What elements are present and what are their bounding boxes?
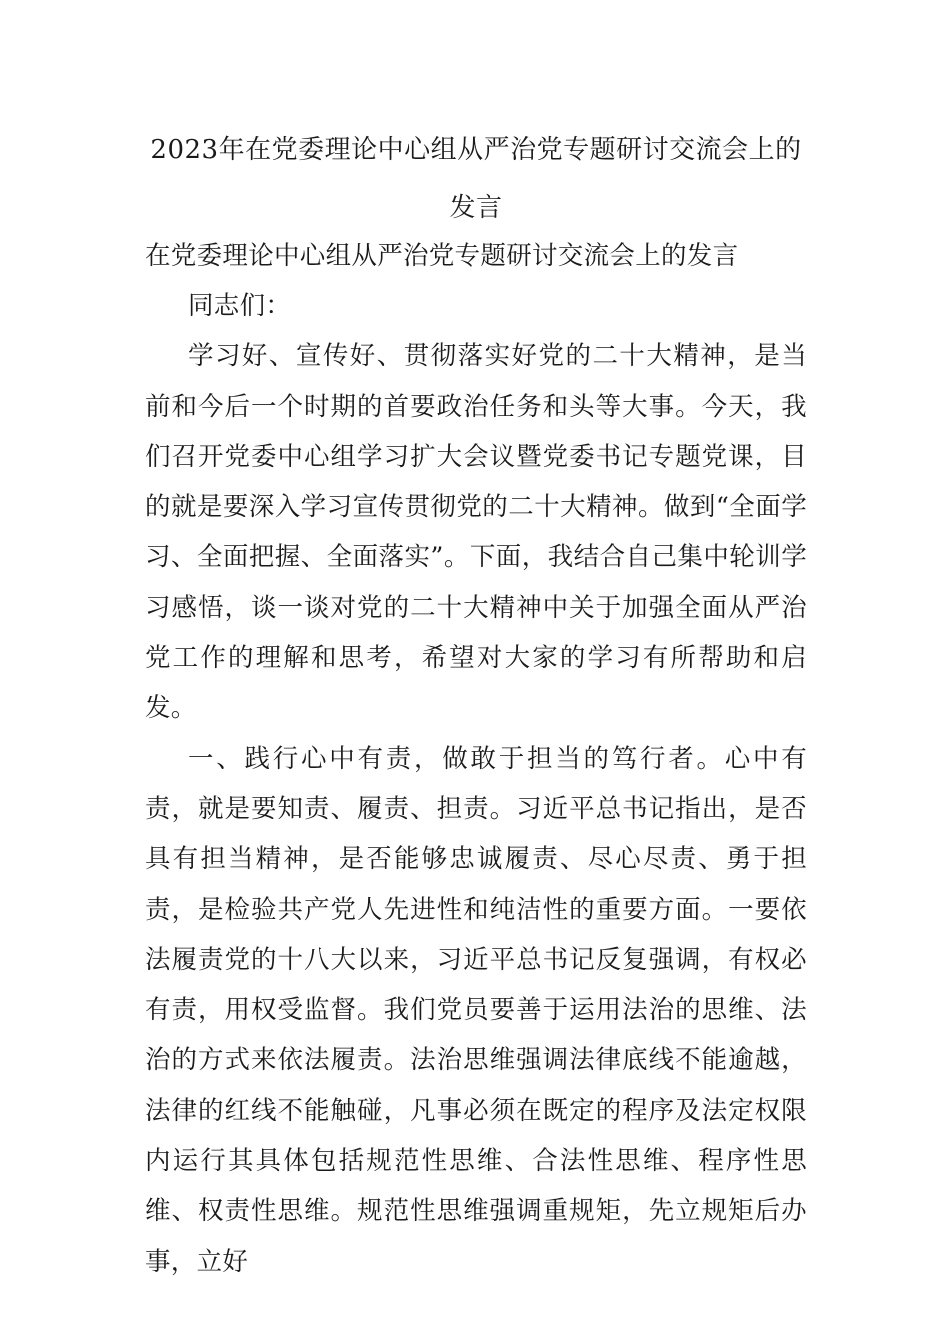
salutation: 同志们： [188, 291, 292, 321]
document-page [145, 0, 807, 1287]
document-subtitle: 在党委理论中心组从严治党专题研讨交流会上的发言 [145, 241, 739, 271]
document-title: 2023年在党委理论中心组从严治党专题研讨交流会上的发言 [150, 135, 802, 223]
paragraph-section-one: 一、践行心中有责，做敢于担当的笃行者。心中有责，就是要知责、履责、担责。习近平总书记指出，是否具有担当精神，是否能够忠诚履责、尽心尽责、勇于担责，是检验共产党人先进性和纯洁性的重要方面。一要依法履责党的十八大以来，习近平总书记反复强调，有权必有责，用权受监督。我们党员要善于运用法治的思维、法治的方式来依法履责。法治思维强调法律底线不能逾越，法律的红线不能触碰，凡事必须在既定的程序及法定权限内运行其具体包括规范性思维、合法性思维、程序性思维、权责性思维。规范性思维强调重规矩，先立规矩后办事，立好 [145, 743, 807, 1277]
paragraph-intro: 学习好、宣传好、贯彻落实好党的二十大精神，是当前和今后一个时期的首要政治任务和头等大事。今天，我们召开党委中心组学习扩大会议暨党委书记专题党课，目的就是要深入学习宣传贯彻党的二十大精神。做到“全面学习、全面把握、全面落实”。下面，我结合自己集中轮训学习感悟，谈一谈对党的二十大精神中关于加强全面从严治党工作的理解和思考，希望对大家的学习有所帮助和启发。 [145, 341, 807, 724]
